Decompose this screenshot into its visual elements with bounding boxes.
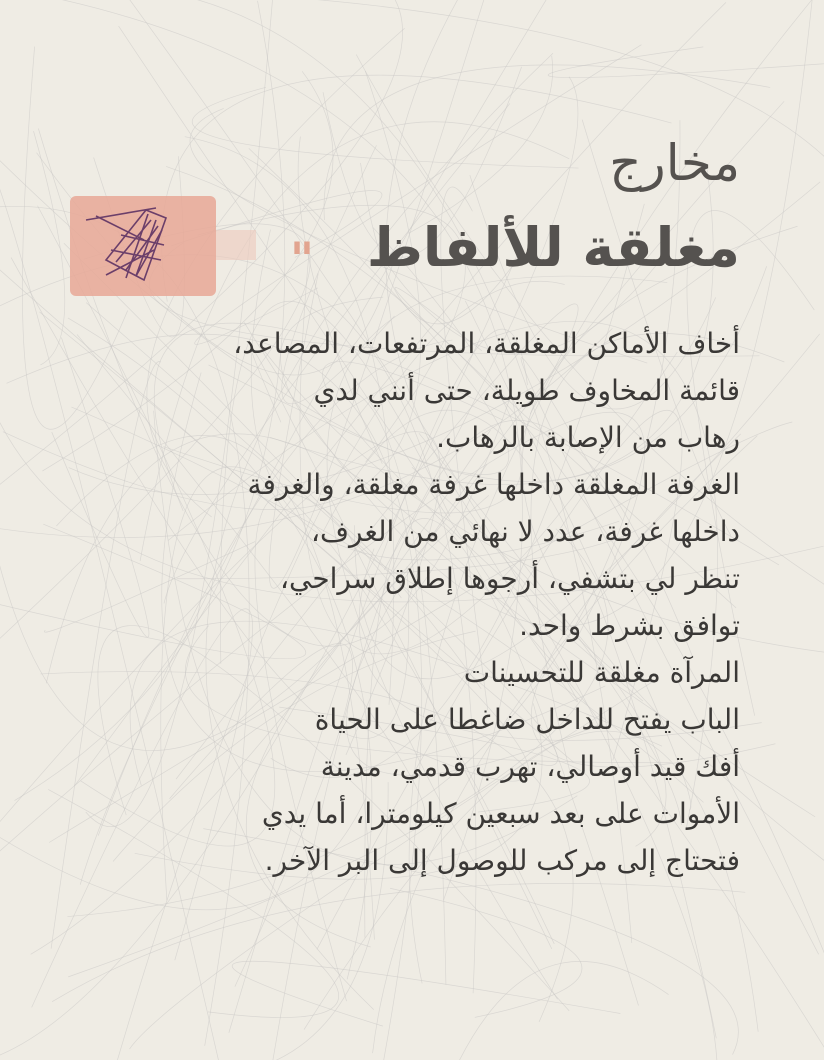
poem-line: رهاب من الإصابة بالرهاب. — [436, 421, 740, 454]
texture-stroke — [548, 47, 824, 78]
poem-line: تنظر لي بتشفي، أرجوها إطلاق سراحي، — [279, 562, 740, 595]
texture-stroke — [390, 888, 582, 1017]
poem-line: أفك قيد أوصالي، تهرب قدمي، مدينة — [320, 750, 740, 783]
texture-stroke — [409, 56, 553, 234]
sketch-stamp-icon — [66, 190, 266, 300]
poem-line: قائمة المخاوف طويلة، حتى أنني لدي — [313, 374, 740, 407]
texture-stroke — [34, 131, 65, 365]
poem-line: توافق بشرط واحد. — [519, 609, 740, 642]
poem-line: أخاف الأماكن المغلقة، المرتفعات، المصاعد، — [233, 327, 740, 360]
texture-stroke — [232, 961, 620, 1026]
poem-line: الباب يفتح للداخل ضاغطا على الحياة — [314, 703, 740, 736]
texture-stroke — [52, 883, 745, 1001]
texture-stroke — [451, 961, 669, 1060]
poem-line: المرآة مغلقة للتحسينات — [463, 656, 740, 689]
poem-line: الأموات على بعد سبعين كيلومترا، أما يدي — [261, 797, 740, 830]
poem-line: الغرفة المغلقة داخلها غرفة مغلقة، والغرفة — [247, 468, 740, 501]
title-line-1: مخارج — [609, 134, 740, 192]
poem-body — [70, 320, 740, 884]
poem-line: فتحتاج إلى مركب للوصول إلى البر الآخر. — [264, 844, 740, 877]
poem-line: داخلها غرفة، عدد لا نهائي من الغرف، — [310, 515, 740, 548]
title-line-2: مغلقة للألفاظ — [366, 216, 740, 279]
quote-mark: " — [290, 232, 314, 286]
